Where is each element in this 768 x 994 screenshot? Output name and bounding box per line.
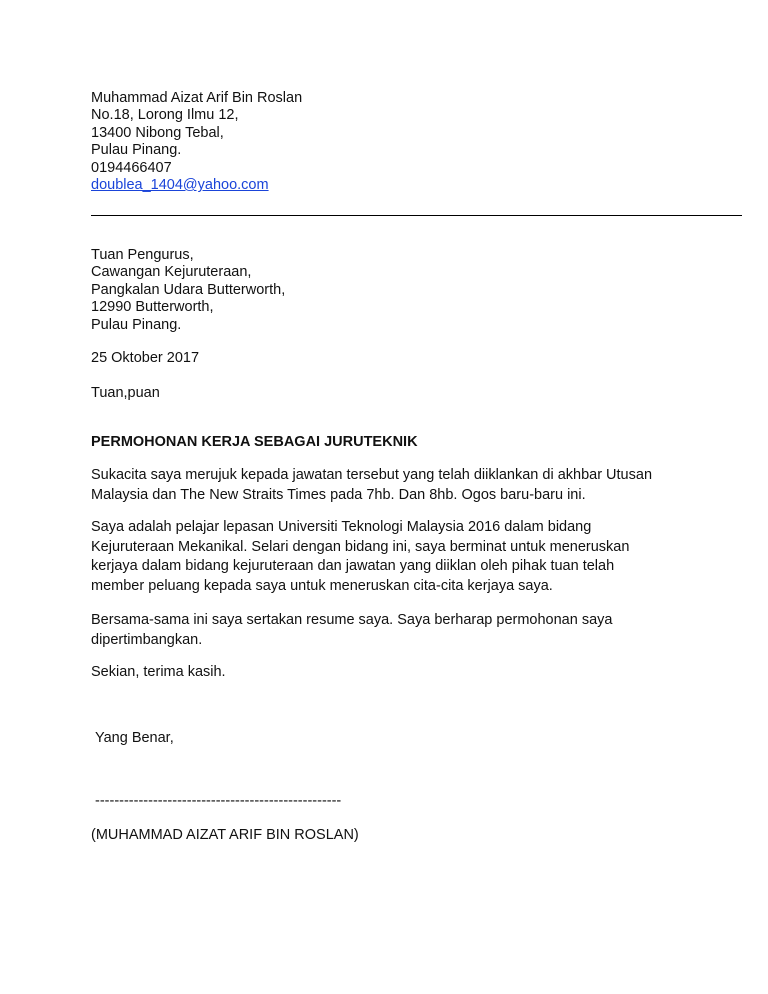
valediction: Yang Benar, xyxy=(95,730,174,746)
recipient-address-block xyxy=(91,247,285,334)
sender-email-link[interactable]: doublea_1404@yahoo.com xyxy=(91,177,269,194)
body-line: Sukacita saya merujuk kepada jawatan tersebut yang telah diiklankan di akhbar Utusan xyxy=(91,467,653,483)
body-line: member peluang kepada saya untuk meneruskan cita-cita kerjaya saya. xyxy=(91,577,553,594)
salutation: Tuan,puan xyxy=(91,385,160,401)
recipient-line: Pangkalan Udara Butterworth, xyxy=(91,281,286,298)
letter-date: 25 Oktober 2017 xyxy=(91,350,200,366)
sender-phone: 0194466407 xyxy=(91,159,172,176)
header-divider xyxy=(91,215,742,216)
letter-subject: PERMOHONAN KERJA SEBAGAI JURUTEKNIK xyxy=(91,434,418,450)
sender-address-line: No.18, Lorong Ilmu 12, xyxy=(91,107,239,124)
recipient-line: 12990 Butterworth, xyxy=(91,299,214,316)
sender-address-block xyxy=(91,90,302,194)
recipient-line: Cawangan Kejuruteraan, xyxy=(91,264,252,281)
recipient-line: Pulau Pinang. xyxy=(91,316,182,333)
body-paragraph-3 xyxy=(91,611,691,650)
signature-line: --------------------------------------------------- xyxy=(95,793,342,809)
body-line: dipertimbangkan. xyxy=(91,631,203,648)
body-line: Malaysia dan The New Straits Times pada 7hb. Dan 8hb. Ogos baru-baru ini. xyxy=(91,486,586,503)
recipient-line: Tuan Pengurus, xyxy=(91,247,194,263)
sender-address-line: 13400 Nibong Tebal, xyxy=(91,124,224,141)
body-line: kerjaya dalam bidang kejuruteraan dan jawatan yang diiklan oleh pihak tuan telah xyxy=(91,558,615,574)
body-line: Bersama-sama ini saya sertakan resume saya. Saya berharap permohonan saya xyxy=(91,612,613,628)
body-line: Kejuruteraan Mekanikal. Selari dengan bidang ini, saya berminat untuk meneruskan xyxy=(91,538,630,555)
body-paragraph-2 xyxy=(91,518,691,596)
sender-name: Muhammad Aizat Arif Bin Roslan xyxy=(91,90,303,106)
signatory-name: (MUHAMMAD AIZAT ARIF BIN ROSLAN) xyxy=(91,827,359,843)
body-paragraph-1 xyxy=(91,466,691,505)
body-paragraph-4: Sekian, terima kasih. xyxy=(91,664,226,680)
body-line: Saya adalah pelajar lepasan Universiti Teknologi Malaysia 2016 dalam bidang xyxy=(91,519,592,535)
sender-address-line: Pulau Pinang. xyxy=(91,142,182,159)
